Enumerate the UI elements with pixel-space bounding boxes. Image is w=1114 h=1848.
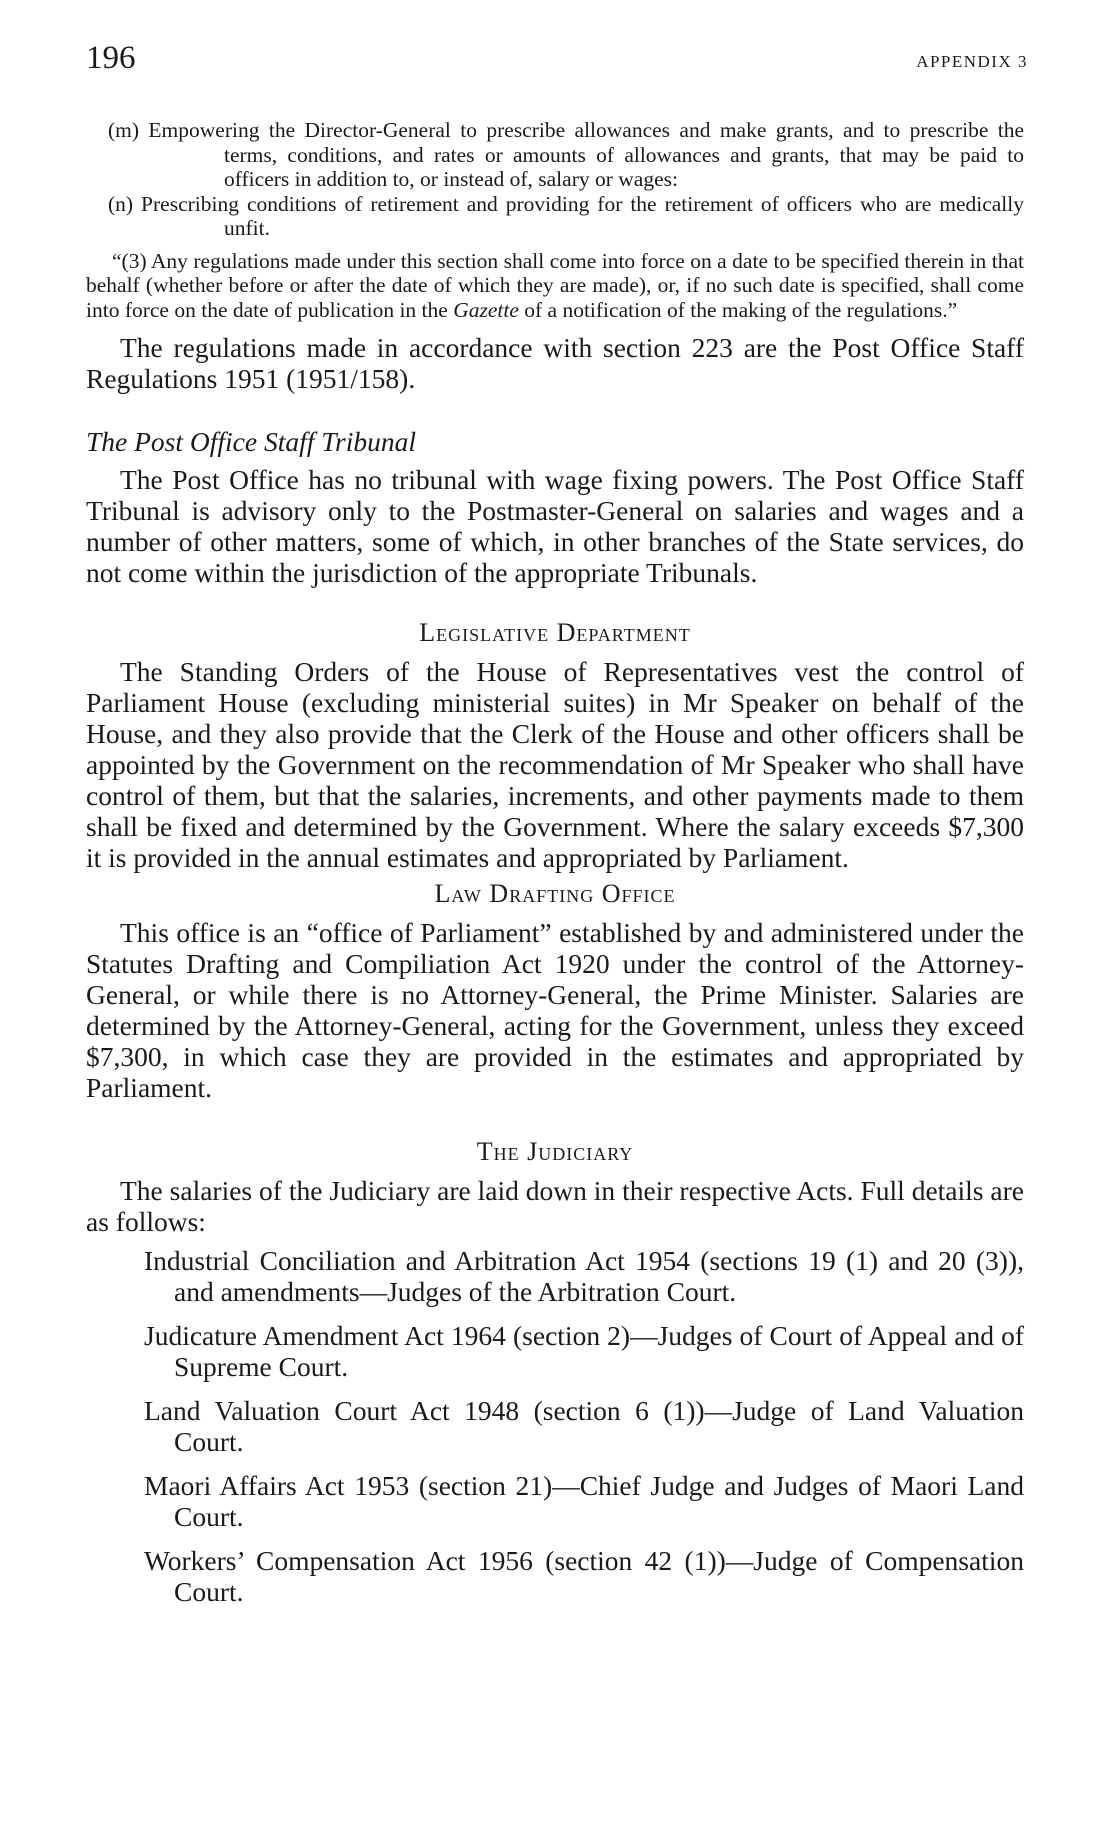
statute-subsection-3 xyxy=(86,249,1024,323)
page-header xyxy=(86,40,1028,80)
statute-item-m: (m) Empowering the Director-General to prescribe allowances and make grants, and to prescribe the terms, conditions, and rates or amounts of allowances and grants, that may be paid to officers in addition to, or instead of, salary or wages: xyxy=(108,118,1024,191)
law-drafting-heading: Law Drafting Office xyxy=(434,879,676,908)
law-drafting-paragraph: This office is an “office of Parliament” established by and administered under the Statutes Drafting and Compiliation Act 1920 under the control of the Attorney-General, or while there is no Attorney-General, the Prime Minister. Salaries are determined by the Attorney-General, acting for the Government, unless they exceed $7,300, in which case they are provided in the estimates and appropriated by Parliament. xyxy=(86,917,1024,1103)
judiciary-intro: The salaries of the Judiciary are laid down in their respective Acts. Full details are as follows: xyxy=(86,1175,1024,1237)
judiciary-heading: The Judiciary xyxy=(476,1137,634,1166)
regulations-paragraph: The regulations made in accordance with section 223 are the Post Office Staff Regulations 1951 (1951/158). xyxy=(86,332,1024,394)
acts-list xyxy=(86,1245,1024,1607)
gazette-italic: Gazette xyxy=(453,297,519,322)
tribunal-heading: The Post Office Staff Tribunal xyxy=(86,426,417,457)
statute-item-n: (n) Prescribing conditions of retirement and providing for the retirement of officers who are medically unfit. xyxy=(108,191,1024,240)
legislative-paragraph: The Standing Orders of the House of Representatives vest the control of Parliament House (excluding ministerial suites) in Mr Speaker on behalf of the House, and they also provide that the Clerk of the House and other officers shall be appointed by the Government on the recommendation of Mr Speaker who shall have control of them, but that the salaries, increments, and other payments made to them shall be fixed and determined by the Government. Where the salary exceeds $7,300 it is provided in the annual estimates and appropriated by Parliament. xyxy=(86,656,1024,873)
list-item: Judicature Amendment Act 1964 (section 2)—Judges of Court of Appeal and of Supreme Court. xyxy=(144,1320,1024,1382)
list-item: Industrial Conciliation and Arbitration Act 1954 (sections 19 (1) and 20 (3)), and amendments—Judges of the Arbitration Court. xyxy=(144,1245,1024,1307)
page-body xyxy=(86,118,1024,1620)
running-head: APPENDIX 3 xyxy=(916,52,1028,71)
list-item: Land Valuation Court Act 1948 (section 6 (1))—Judge of Land Valuation Court. xyxy=(144,1395,1024,1457)
subsection-3-text-a: “(3) Any regulations made under this section shall come into force on a date to be specified therein in that behalf (whether before or after the date of which they are made), or, if no such date is specified, shall come into force on the date of publication in the xyxy=(86,248,1024,322)
tribunal-paragraph: The Post Office has no tribunal with wage fixing powers. The Post Office Staff Tribunal is advisory only to the Postmaster-General on salaries and wages and a number of other matters, some of which, in other branches of the State services, do not come within the jurisdiction of the appropriate Tribunals. xyxy=(86,464,1024,588)
list-item: Workers’ Compensation Act 1956 (section 42 (1))—Judge of Compensation Court. xyxy=(144,1545,1024,1607)
list-item: Maori Affairs Act 1953 (section 21)—Chief Judge and Judges of Maori Land Court. xyxy=(144,1470,1024,1532)
legislative-heading: Legislative Department xyxy=(419,618,691,647)
subsection-3-text-b: of a notification of the making of the regulations.” xyxy=(518,297,958,322)
page-number: 196 xyxy=(86,40,136,76)
